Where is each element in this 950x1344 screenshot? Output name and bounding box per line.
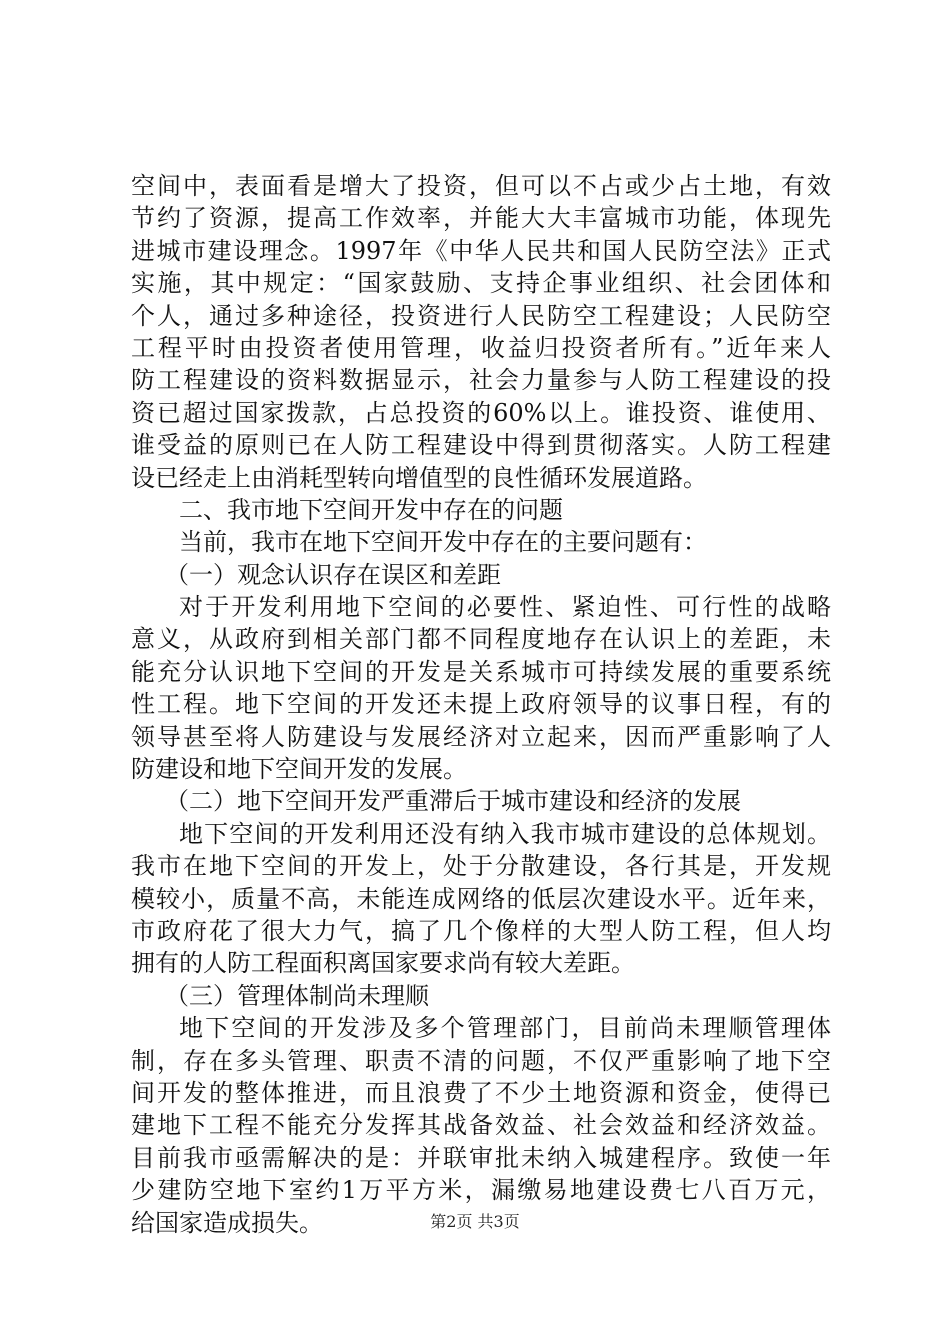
text-line: 建地下工程不能充分发挥其战备效益、社会效益和经济效益。 <box>131 1111 831 1140</box>
text-line: 市政府花了很大力气，搞了几个像样的大型人防工程，但人均 <box>131 916 831 945</box>
page-footer: 第2页 共3页 <box>430 1212 520 1231</box>
text-line: 工程平时由投资者使用管理，收益归投资者所有。”近年来人 <box>131 333 831 362</box>
text-line: 当前，我市在地下空间开发中存在的主要问题有： <box>179 528 707 557</box>
text-line: 谁受益的原则已在人防工程建设中得到贯彻落实。人防工程建 <box>131 431 831 460</box>
text-line: 实施，其中规定：“国家鼓励、支持企事业组织、社会团体和 <box>131 269 831 298</box>
text-line: 设已经走上由消耗型转向增值型的良性循环发展道路。 <box>131 463 707 492</box>
subsection-heading: （一）观念认识存在误区和差距 <box>165 560 501 589</box>
text-line: 空间中，表面看是增大了投资，但可以不占或少占土地，有效 <box>131 172 831 200</box>
text-line: 我市在地下空间的开发上，处于分散建设，各行其是，开发规 <box>131 852 831 881</box>
text-line: 目前我市亟需解决的是：并联审批未纳入城建程序。致使一年 <box>131 1143 831 1172</box>
document-body <box>131 170 831 1239</box>
text-line: 防建设和地下空间开发的发展。 <box>131 755 467 784</box>
text-line: 进城市建设理念。1997年《中华人民共和国人民防空法》正式 <box>131 236 831 265</box>
subsection-heading: （二）地下空间开发严重滞后于城市建设和经济的发展 <box>165 787 741 816</box>
text-line: 给国家造成损失。 <box>131 1208 323 1237</box>
text-line: 模较小，质量不高，未能连成网络的低层次建设水平。近年来， <box>131 884 831 913</box>
text-line: 个人，通过多种途径，投资进行人民防空工程建设；人民防空 <box>131 301 831 330</box>
text-line: 性工程。地下空间的开发还未提上政府领导的议事日程，有的 <box>131 690 831 719</box>
text-line: 对于开发利用地下空间的必要性、紧迫性、可行性的战略 <box>179 593 831 622</box>
subsection-heading: （三）管理体制尚未理顺 <box>165 981 429 1010</box>
text-line: 地下空间的开发利用还没有纳入我市城市建设的总体规划。 <box>179 819 831 848</box>
text-line: 意义，从政府到相关部门都不同程度地存在认识上的差距，未 <box>131 625 831 654</box>
text-line: 资已超过国家拨款，占总投资的60%以上。谁投资、谁使用、 <box>131 398 831 427</box>
text-line: 领导甚至将人防建设与发展经济对立起来，因而严重影响了人 <box>131 722 831 751</box>
text-line: 制，存在多头管理、职责不清的问题，不仅严重影响了地下空 <box>131 1046 831 1075</box>
text-line: 节约了资源，提高工作效率，并能大大丰富城市功能，体现先 <box>131 204 831 233</box>
text-line: 防工程建设的资料数据显示，社会力量参与人防工程建设的投 <box>131 366 831 395</box>
section-heading: 二、我市地下空间开发中存在的问题 <box>179 495 563 524</box>
text-line: 少建防空地下室约1万平方米，漏缴易地建设费七八百万元， <box>131 1176 831 1205</box>
text-line: 地下空间的开发涉及多个管理部门，目前尚未理顺管理体 <box>179 1014 831 1043</box>
text-line: 拥有的人防工程面积离国家要求尚有较大差距。 <box>131 949 635 978</box>
text-line: 间开发的整体推进，而且浪费了不少土地资源和资金，使得已 <box>131 1078 831 1107</box>
text-line: 能充分认识地下空间的开发是关系城市可持续发展的重要系统 <box>131 657 831 686</box>
